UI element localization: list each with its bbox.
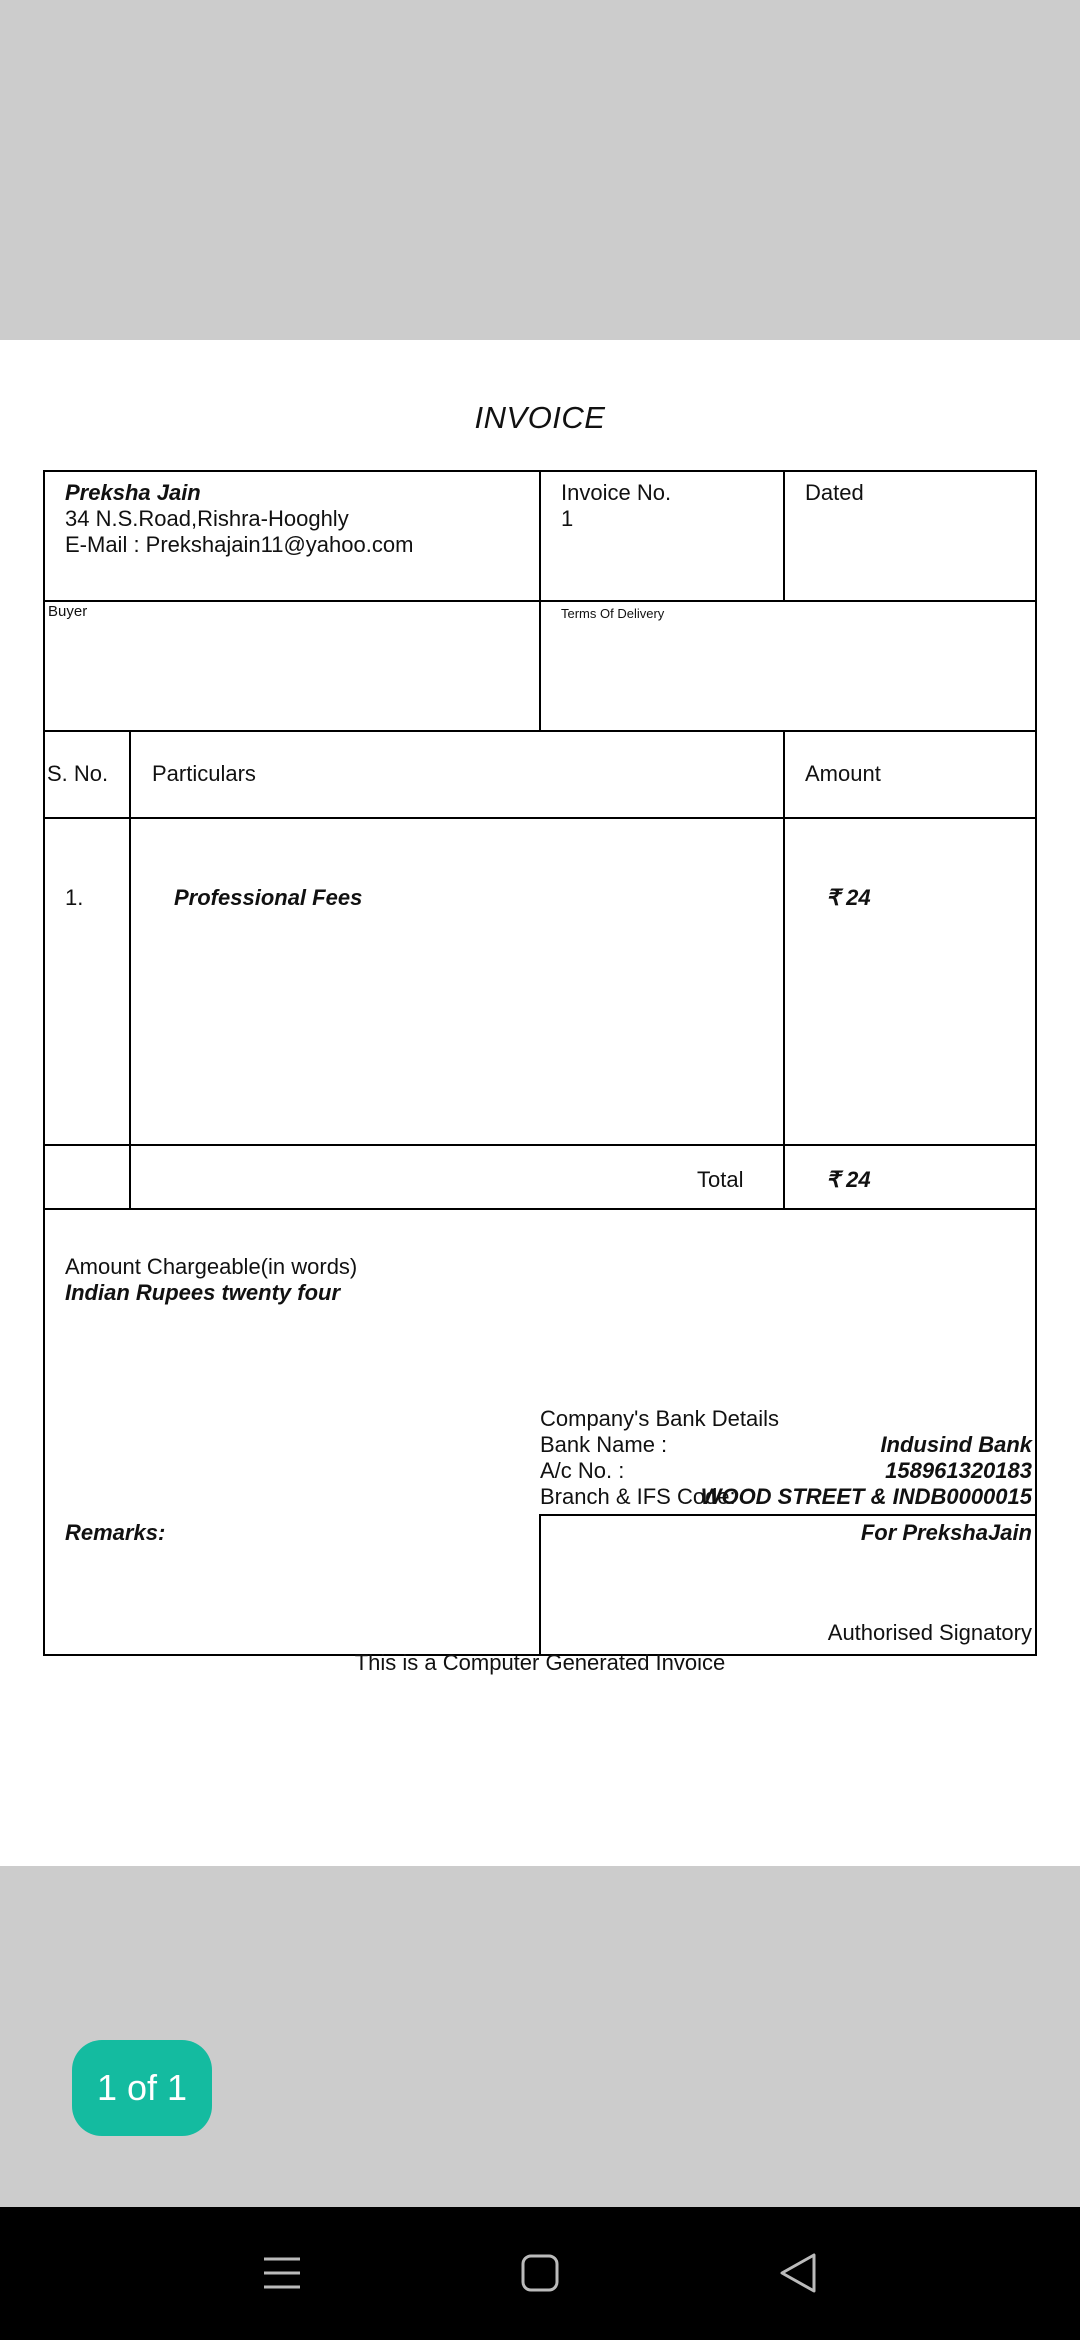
divider [43, 1144, 1037, 1146]
divider [783, 730, 785, 1208]
amount-words-label: Amount Chargeable(in words) [65, 1254, 358, 1279]
account-label: A/c No. : [540, 1458, 625, 1483]
authorised-signatory: Authorised Signatory [827, 1620, 1032, 1645]
bank-name-value: Indusind Bank [880, 1432, 1032, 1457]
invoice-title: INVOICE [474, 400, 606, 435]
home-icon [500, 2237, 580, 2309]
seller-address: 34 N.S.Road,Rishra-Hooghly [65, 506, 349, 531]
divider [129, 730, 131, 1208]
divider [43, 1208, 1037, 1210]
remarks-label: Remarks: [65, 1520, 166, 1545]
back-icon [758, 2237, 838, 2309]
invoice-page [0, 340, 1080, 1866]
bank-heading: Company's Bank Details [540, 1406, 779, 1431]
divider [539, 470, 541, 730]
total-label: Total [697, 1167, 744, 1192]
invoice-no-value: 1 [561, 506, 574, 531]
divider [783, 470, 785, 600]
account-number: 158961320183 [885, 1458, 1032, 1483]
divider [43, 730, 1037, 732]
menu-button[interactable] [242, 2237, 322, 2309]
invoice-no-label: Invoice No. [561, 480, 672, 505]
branch-label: Branch & IFS Code: [540, 1484, 736, 1509]
seller-name: Preksha Jain [65, 480, 201, 505]
amount-words: Indian Rupees twenty four [65, 1280, 341, 1305]
home-button[interactable] [500, 2237, 580, 2309]
row-amount: ₹ 24 [826, 885, 871, 910]
row-sno: 1. [65, 885, 84, 910]
branch-value: WOOD STREET & INDB0000015 [700, 1484, 1032, 1509]
seller-email: E-Mail : Prekshajain11@yahoo.com [65, 532, 414, 557]
header-particulars: Particulars [152, 761, 256, 786]
buyer-label: Buyer [48, 603, 88, 620]
divider [43, 817, 1037, 819]
dated-label: Dated [805, 480, 864, 505]
system-navigation-bar [0, 2207, 1080, 2340]
page-indicator: 1 of 1 [72, 2040, 212, 2136]
bank-name-label: Bank Name : [540, 1432, 668, 1457]
footer-note: This is a Computer Generated Invoice [354, 1650, 726, 1675]
header-amount: Amount [805, 761, 881, 786]
menu-icon [242, 2237, 322, 2309]
for-company: For PrekshaJain [860, 1520, 1032, 1545]
terms-of-delivery-label: Terms Of Delivery [561, 606, 665, 621]
total-amount: ₹ 24 [826, 1167, 871, 1192]
header-sno: S. No. [47, 761, 109, 786]
back-button[interactable] [758, 2237, 838, 2309]
row-particulars: Professional Fees [174, 885, 363, 910]
